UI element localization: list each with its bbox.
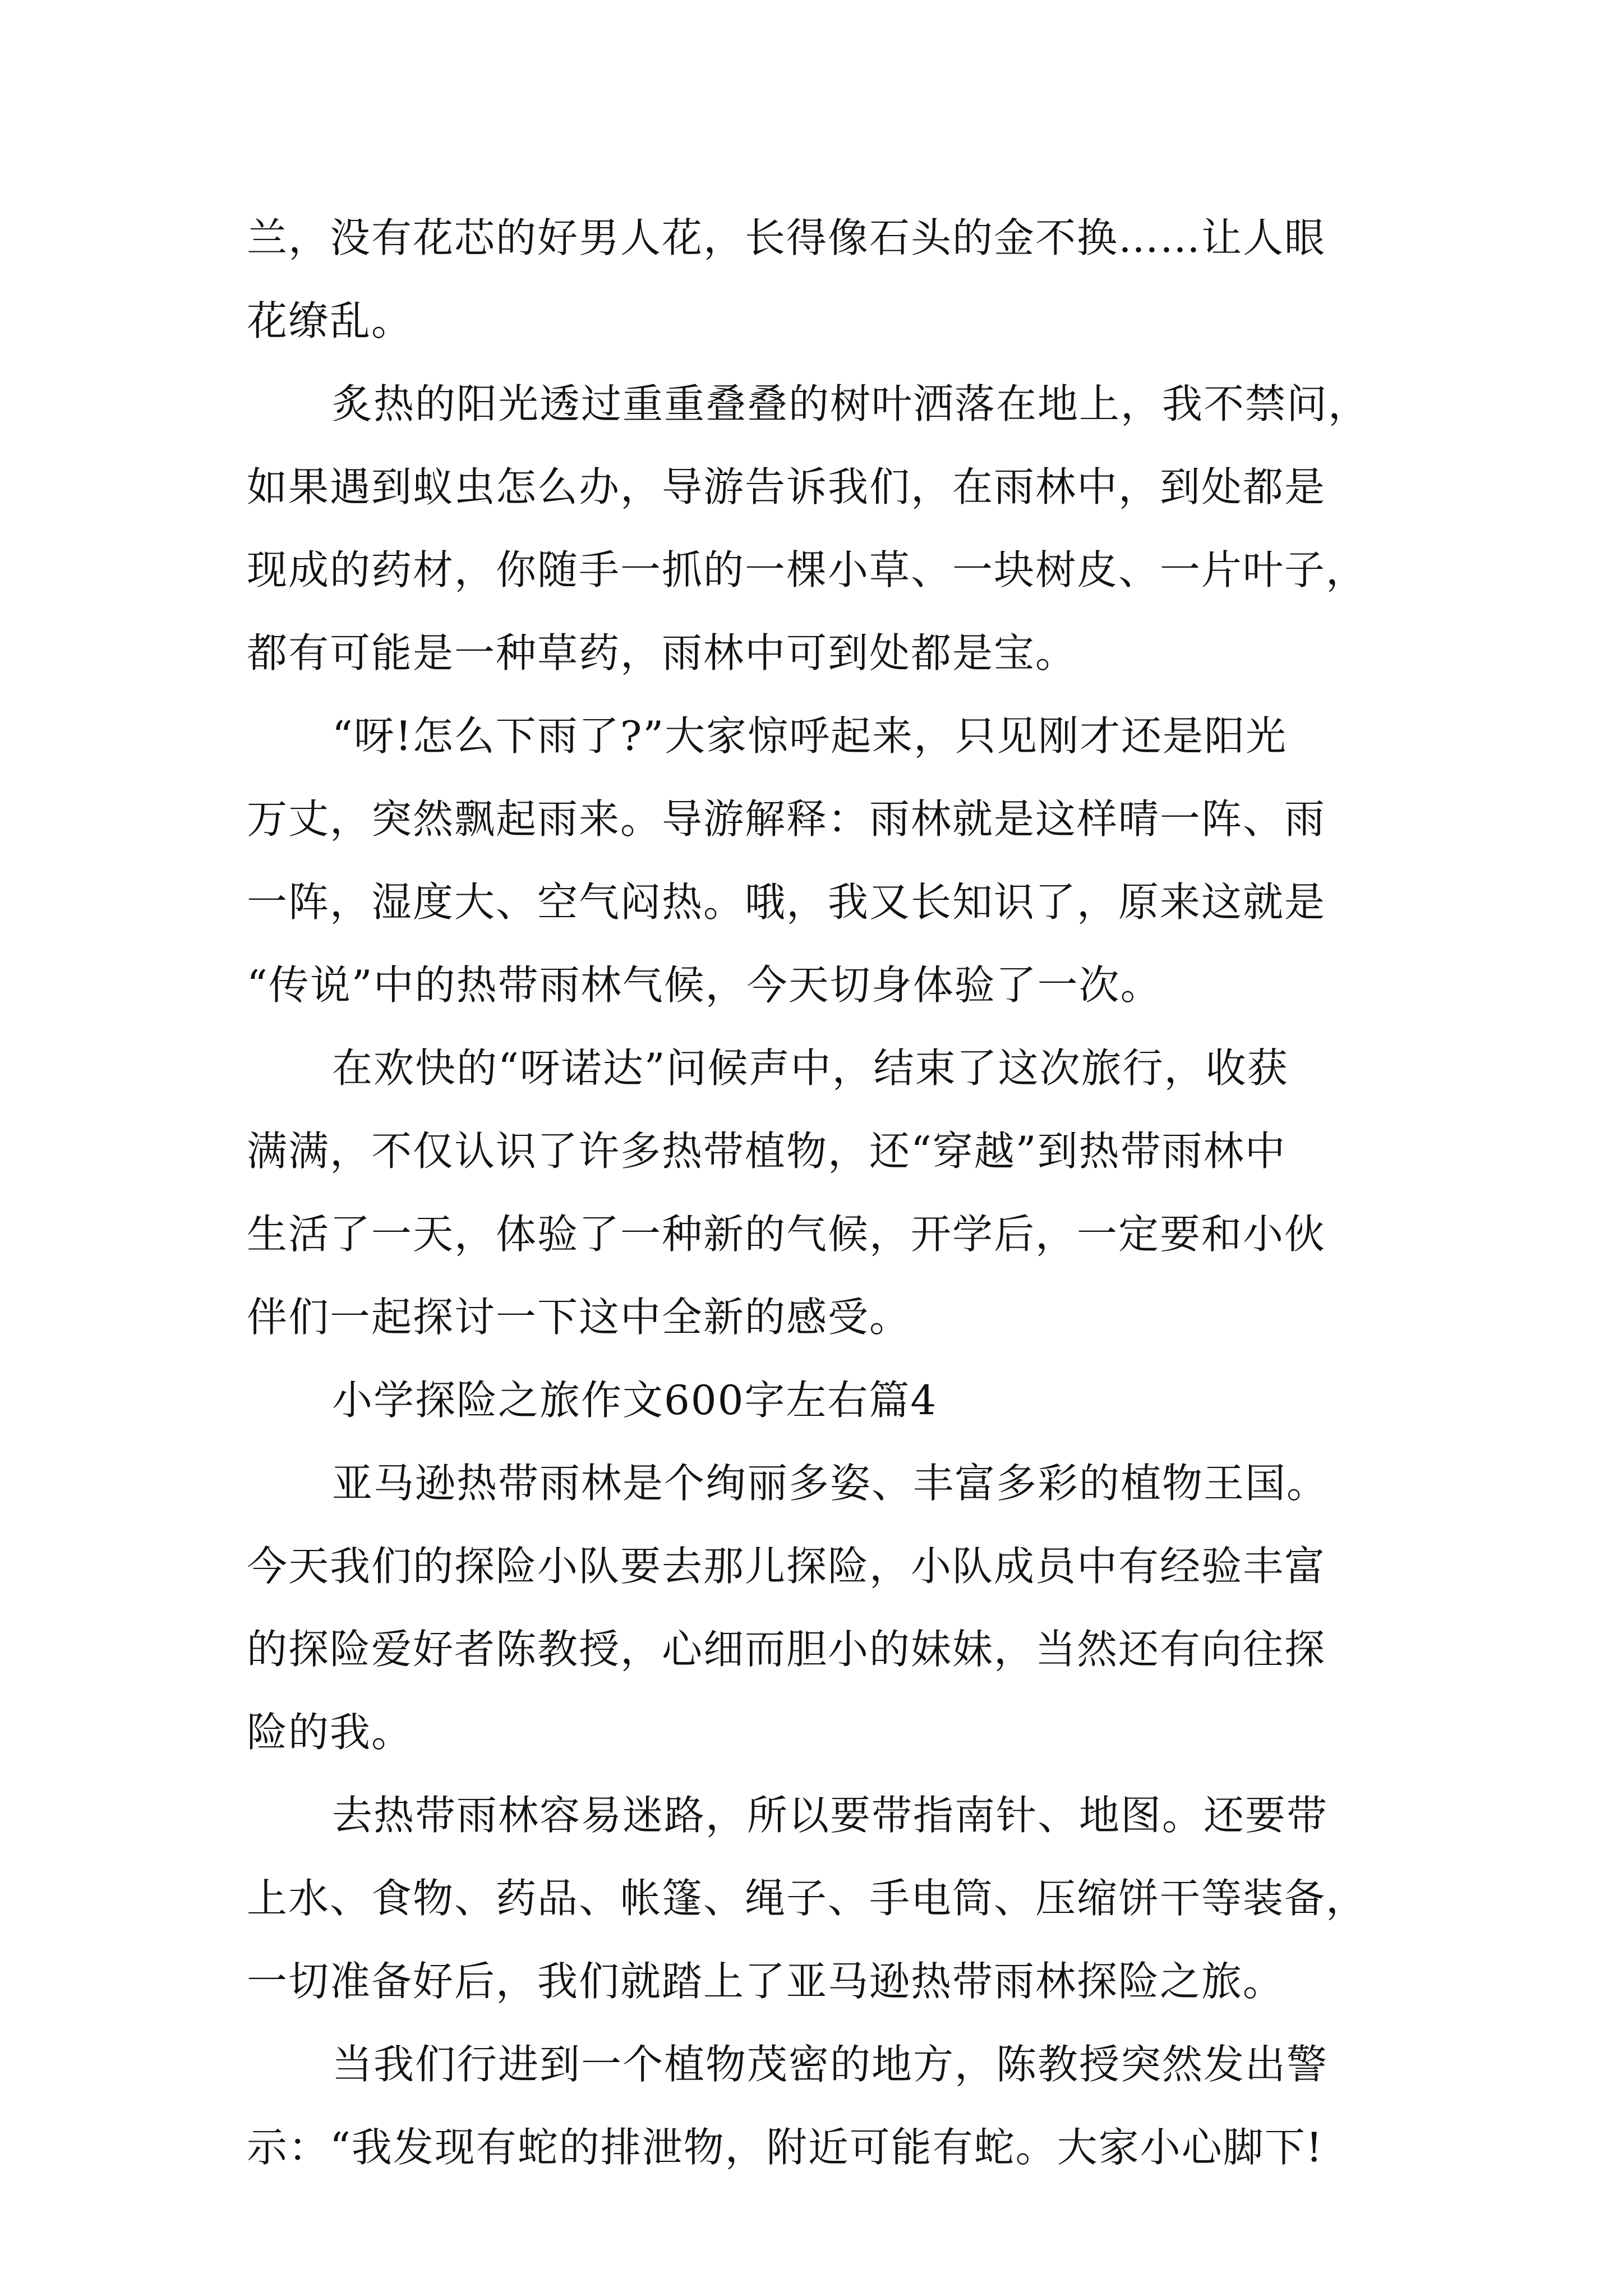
text-line: 一切准备好后，我们就踏上了亚马逊热带雨林探险之旅。 — [247, 1958, 1285, 2005]
text-line: 如果遇到蚁虫怎么办，导游告诉我们，在雨林中，到处都是 — [247, 463, 1326, 510]
text-line: 的探险爱好者陈教授，心细而胆小的妹妹，当然还有向往探 — [247, 1626, 1326, 1673]
text-line: 去热带雨林容易迷路，所以要带指南针、地图。还要带 — [332, 1792, 1329, 1839]
text-line: 都有可能是一种草药，雨林中可到处都是宝。 — [247, 629, 1077, 677]
text-line: 一阵，湿度大、空气闷热。哦，我又长知识了，原来这就是 — [247, 878, 1326, 926]
text-line: 上水、食物、药品、帐篷、绳子、手电筒、压缩饼干等装备， — [247, 1875, 1368, 1922]
text-line: 生活了一天，体验了一种新的气候，开学后，一定要和小伙 — [247, 1211, 1326, 1258]
text-line: 示：“我发现有蛇的排泄物，附近可能有蛇。大家小心脚下! — [247, 2124, 1324, 2171]
text-line: 满满，不仅认识了许多热带植物，还“穿越”到热带雨林中 — [247, 1128, 1287, 1175]
text-line: 在欢快的“呀诺达”问候声中，结束了这次旅行，收获 — [332, 1045, 1289, 1092]
text-line: 当我们行进到一个植物茂密的地方，陈教授突然发出警 — [332, 2041, 1329, 2088]
text-line: “呀!怎么下雨了?”大家惊呼起来，只见刚才还是阳光 — [332, 712, 1288, 760]
text-line: 现成的药材，你随手一抓的一棵小草、一块树皮、一片叶子， — [247, 546, 1368, 593]
text-line: 兰，没有花芯的好男人花，长得像石头的金不换……让人眼 — [247, 214, 1326, 261]
section-heading: 小学探险之旅作文600字左右篇4 — [332, 1377, 938, 1424]
text-line: 炙热的阳光透过重重叠叠的树叶洒落在地上，我不禁问， — [332, 380, 1370, 427]
text-line: 花缭乱。 — [247, 297, 413, 344]
text-line: 万丈，突然飘起雨来。导游解释：雨林就是这样晴一阵、雨 — [247, 795, 1326, 843]
text-line: 今天我们的探险小队要去那儿探险，小队成员中有经验丰富 — [247, 1543, 1326, 1590]
text-line: 亚马逊热带雨林是个绚丽多姿、丰富多彩的植物王国。 — [332, 1460, 1329, 1507]
text-line: 险的我。 — [247, 1709, 413, 1756]
text-line: “传说”中的热带雨林气候，今天切身体验了一次。 — [247, 961, 1162, 1009]
body-text — [247, 196, 1396, 2189]
text-line: 伴们一起探讨一下这中全新的感受。 — [247, 1294, 911, 1341]
